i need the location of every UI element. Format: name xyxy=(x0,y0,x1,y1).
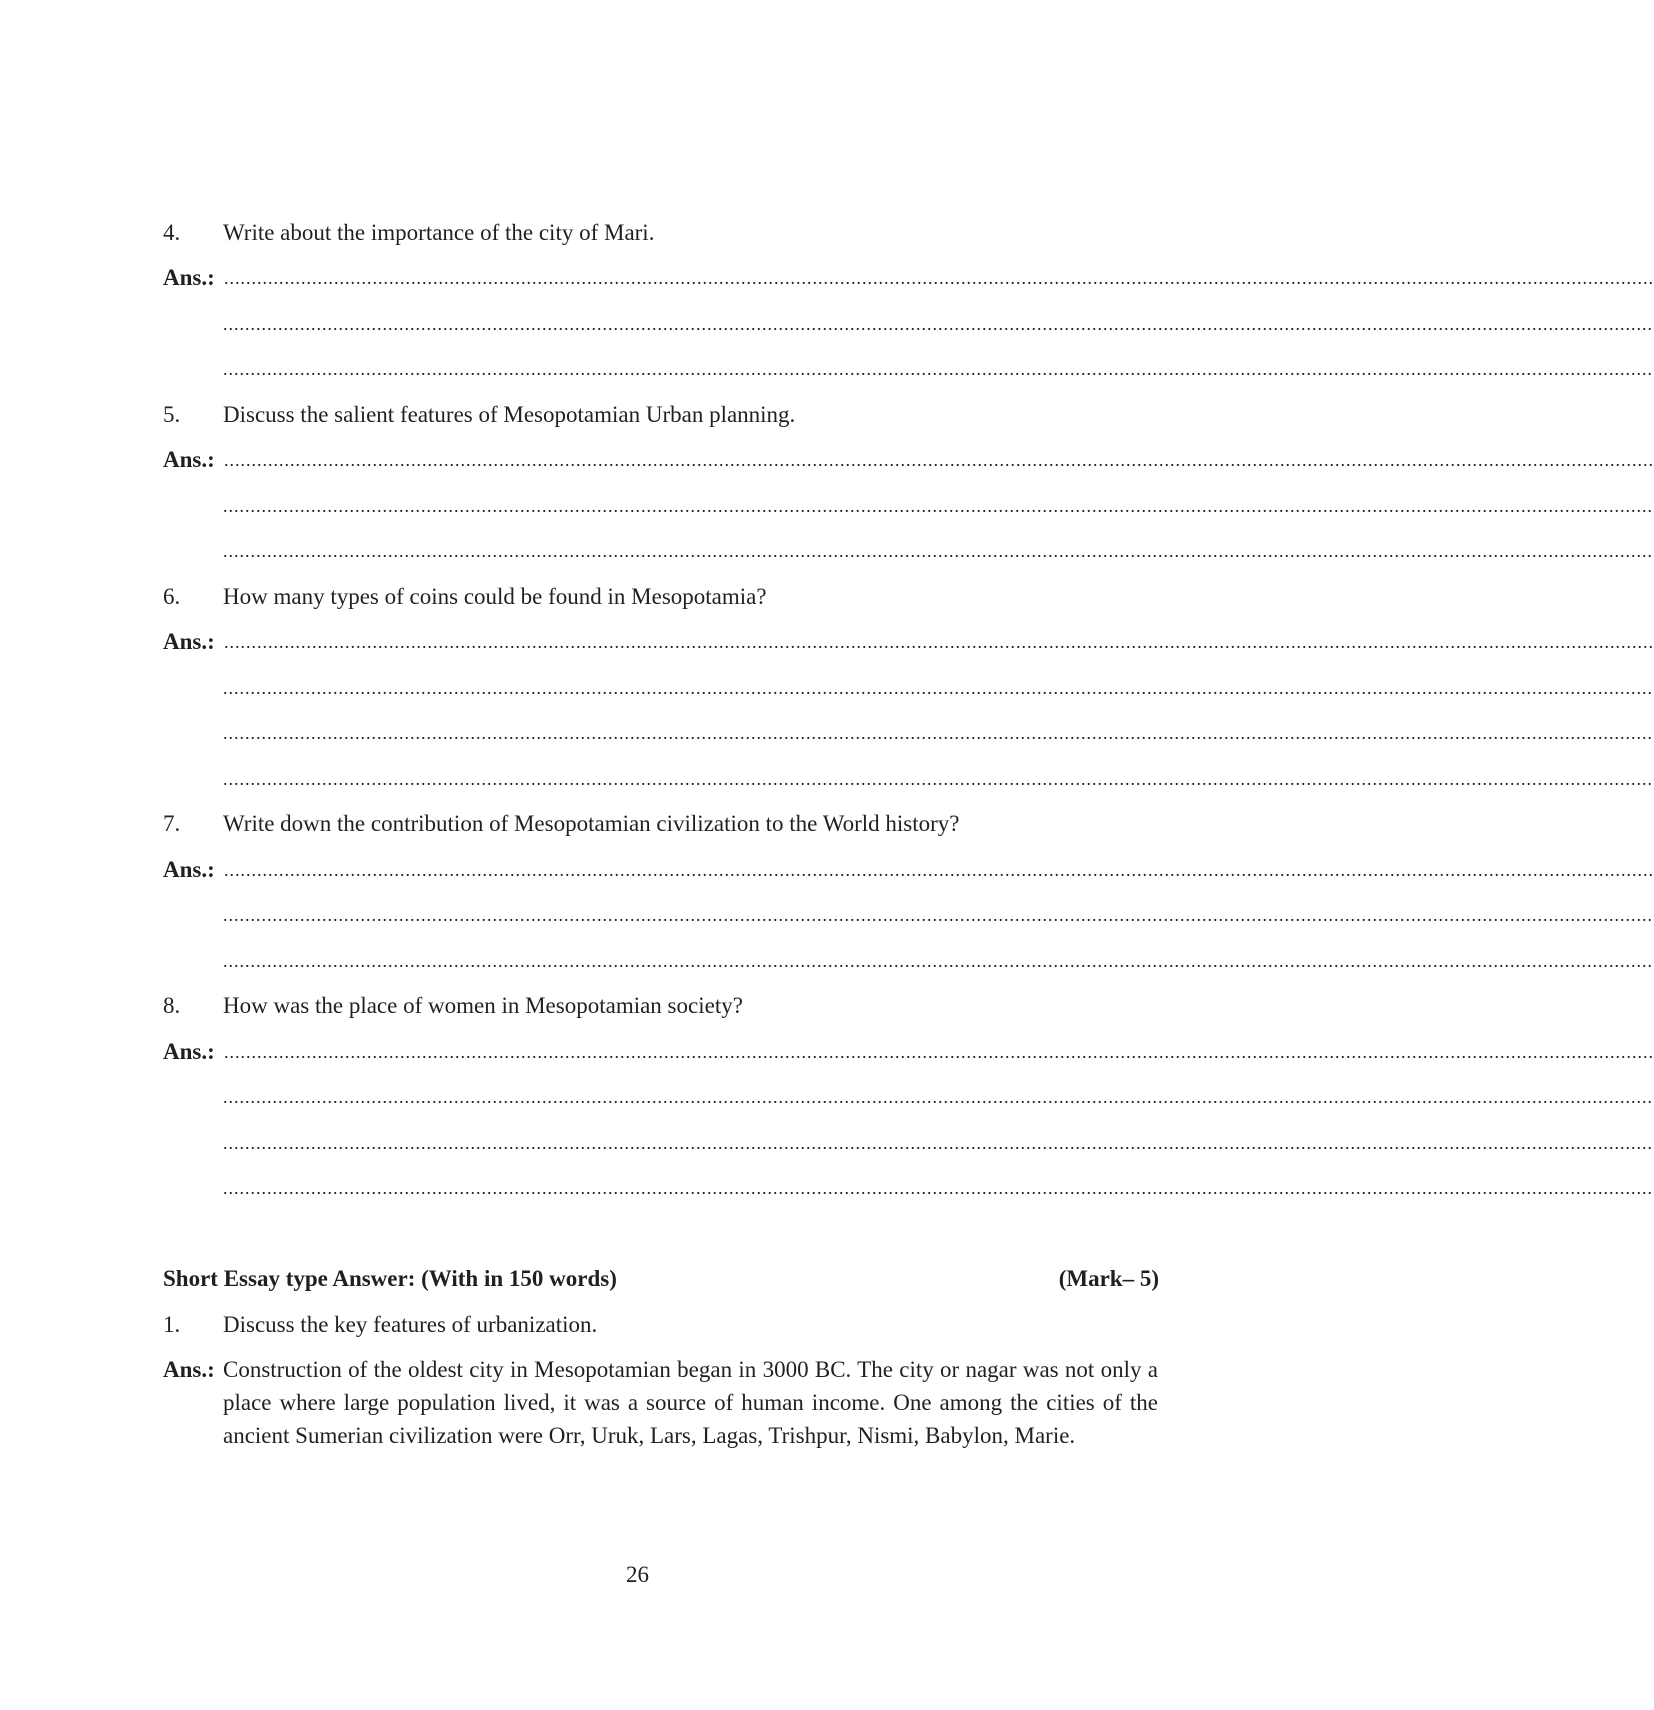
answer-label: Ans.: xyxy=(163,629,215,654)
answer-paragraph: Construction of the oldest city in Mesopotamian began in 3000 BC. The city or nagar was not only a place where large population lived, it was a source of human income. One among the cities of the ancient Sumerian civilization were Orr, Uruk, Lars, Lagas, Trishpur, Nismi, Babylon, Marie. xyxy=(223,1357,1158,1448)
answer-line: .................................................................................................................................................................................................................................................................... xyxy=(223,951,1653,971)
question-number: 8. xyxy=(163,993,181,1018)
page-number: 26 xyxy=(626,1562,649,1587)
answer-line: .................................................................................................................................................................................................................................................................... xyxy=(224,268,1654,288)
answer-line: .................................................................................................................................................................................................................................................................... xyxy=(223,1178,1653,1198)
answer-line: .................................................................................................................................................................................................................................................................... xyxy=(223,359,1653,379)
answer-line: .................................................................................................................................................................................................................................................................... xyxy=(223,1087,1653,1107)
answer-line: .................................................................................................................................................................................................................................................................... xyxy=(224,632,1654,652)
question-text: How many types of coins could be found in Mesopotamia? xyxy=(223,584,767,609)
answer-line: .................................................................................................................................................................................................................................................................... xyxy=(224,860,1654,880)
question-number: 1. xyxy=(163,1312,181,1337)
answer-label: Ans.: xyxy=(163,447,215,472)
answer-label: Ans.: xyxy=(163,1357,215,1382)
question-text: Write about the importance of the city of Mari. xyxy=(223,220,655,245)
answer-line: .................................................................................................................................................................................................................................................................... xyxy=(223,723,1653,743)
question-number: 7. xyxy=(163,811,181,836)
answer-line: .................................................................................................................................................................................................................................................................... xyxy=(223,1133,1653,1153)
answer-label: Ans.: xyxy=(163,857,215,882)
answer-line: .................................................................................................................................................................................................................................................................... xyxy=(223,678,1653,698)
question-text: Discuss the salient features of Mesopotamian Urban planning. xyxy=(223,402,796,427)
question-text: Discuss the key features of urbanization. xyxy=(223,1312,598,1337)
question-number: 5. xyxy=(163,402,181,427)
answer-line: .................................................................................................................................................................................................................................................................... xyxy=(223,496,1653,516)
section-heading: Short Essay type Answer: (With in 150 words) xyxy=(163,1266,617,1291)
question-number: 4. xyxy=(163,220,181,245)
answer-line: .................................................................................................................................................................................................................................................................... xyxy=(224,1042,1654,1062)
answer-line: .................................................................................................................................................................................................................................................................... xyxy=(224,450,1654,470)
answer-label: Ans.: xyxy=(163,1039,215,1064)
answer-label: Ans.: xyxy=(163,265,215,290)
answer-line: .................................................................................................................................................................................................................................................................... xyxy=(223,314,1653,334)
answer-line: .................................................................................................................................................................................................................................................................... xyxy=(223,541,1653,561)
answer-line: .................................................................................................................................................................................................................................................................... xyxy=(223,905,1653,925)
mark-label: (Mark– 5) xyxy=(1058,1266,1159,1291)
question-text: How was the place of women in Mesopotamian society? xyxy=(223,993,743,1018)
answer-line: .................................................................................................................................................................................................................................................................... xyxy=(223,769,1653,789)
question-text: Write down the contribution of Mesopotamian civilization to the World history? xyxy=(223,811,960,836)
question-number: 6. xyxy=(163,584,181,609)
